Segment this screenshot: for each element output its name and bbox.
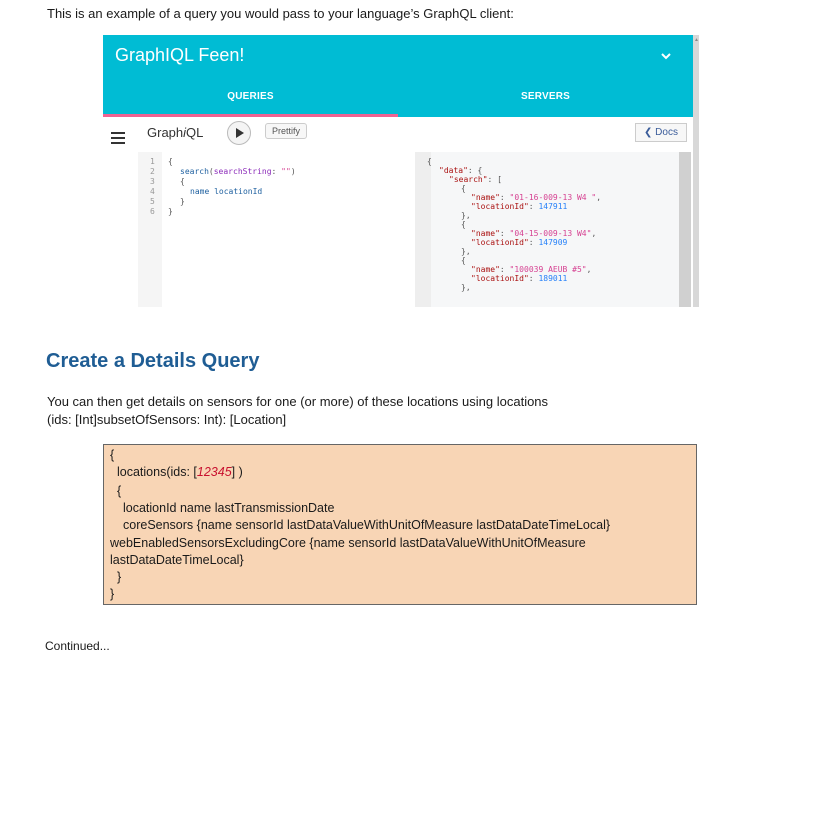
result-line: "data": { (439, 166, 483, 175)
scroll-up-icon[interactable]: ▲ (694, 37, 699, 43)
page-scrollbar[interactable] (693, 35, 699, 307)
code-line: coreSensors {name sensorId lastDataValueWithUnitOfMeasure lastDataDateTimeLocal} (123, 518, 611, 532)
result-scrollbar[interactable] (679, 152, 691, 307)
tab-servers[interactable]: SERVERS (520, 91, 570, 102)
code-line: locationId name lastTransmissionDate (123, 501, 335, 515)
graphiql-toolbar (103, 120, 693, 150)
graphiql-screenshot (103, 35, 699, 307)
code-line: } (110, 587, 115, 601)
paragraph: You can then get details on sensors for one (or more) of these locations using locations (ids: [Int]subsetOfSensors: Int): [Location] (47, 394, 549, 427)
active-tab-indicator (103, 114, 398, 117)
menu-icon[interactable] (111, 132, 125, 144)
result-line: "locationId": 147909 (471, 238, 568, 247)
result-line: "search": [ (449, 175, 502, 184)
result-line: "locationId": 189011 (471, 274, 568, 283)
result-pane: { "data": { "search": [ { "name": "01-16-009-13 W4 ", "locationId": 147911 }, { "name": "04-15-009-13 W4", "locationId": 147909 }, { "name": "100039 AEUB #5", "locationId": 189011 }, (415, 152, 679, 307)
code-line: { (110, 448, 115, 462)
code-line: lastDataDateTimeLocal} (110, 553, 244, 567)
code-block (103, 444, 697, 605)
query-editor[interactable] (138, 152, 413, 307)
result-line: "name": "01-16-009-13 W4 ", (471, 193, 602, 202)
execute-query-button[interactable] (227, 121, 251, 145)
result-line: { (427, 157, 432, 166)
code-line: } (168, 207, 173, 216)
line-number: 2 (150, 167, 155, 176)
continued-text: Continued... (45, 639, 110, 653)
code-line: } (180, 197, 185, 206)
result-line: "name": "100039 AEUB #5", (471, 265, 592, 274)
line-number: 4 (150, 187, 155, 196)
code-line: webEnabledSensorsExcludingCore {name sensorId lastDataValueWithUnitOfMeasure (110, 536, 586, 550)
intro-text: This is an example of a query you would pass to your language’s GraphQL client: (47, 6, 514, 21)
tab-queries[interactable]: QUERIES (227, 91, 274, 102)
line-number: 6 (150, 207, 155, 216)
graphiql-logo: GraphiQL (147, 125, 204, 140)
code-line: } (117, 570, 122, 584)
code-line: name locationId (190, 187, 263, 196)
line-number: 3 (150, 177, 155, 186)
code-line: { (180, 177, 185, 186)
line-number: 5 (150, 197, 155, 206)
code-line: search(searchString: "") (180, 167, 296, 176)
app-header (103, 35, 693, 117)
line-number: 1 (150, 157, 155, 166)
prettify-button[interactable]: Prettify (265, 123, 307, 139)
code-line: { (117, 484, 122, 498)
result-line: "name": "04-15-009-13 W4", (471, 229, 597, 238)
result-gutter (415, 152, 431, 307)
chevron-down-icon[interactable] (659, 49, 673, 63)
result-line: "locationId": 147911 (471, 202, 568, 211)
app-title: GraphIQL Feen! (115, 45, 245, 65)
code-line: locations(ids: [12345] ) (117, 465, 243, 479)
section-heading: Create a Details Query (46, 350, 260, 372)
docs-button[interactable]: ❮ Docs (635, 123, 687, 142)
code-line: { (168, 157, 173, 166)
